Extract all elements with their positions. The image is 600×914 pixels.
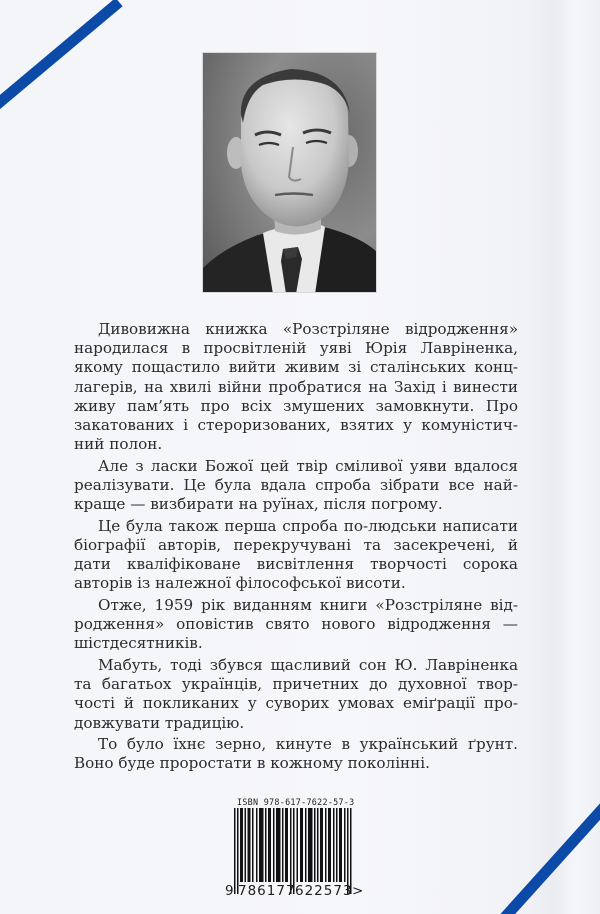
- isbn-barcode: [225, 797, 375, 907]
- blurb-paragraph-5: Мабуть, тоді збувся щасливий сон Ю. Лавріненка та багатьох українців, причетних до духовної творчості й покликаних у суворих умовах еміґрації продовжувати традицію.: [74, 656, 518, 732]
- blurb-paragraph-2: Але з ласки Божої цей твір сміливої уяви вдалося реалізувати. Це була вдала спроба зібрати все найкраще — визбирати на руїнах, після погрому.: [74, 456, 518, 514]
- back-cover-blurb: [74, 320, 518, 776]
- portrait-illustration: [203, 53, 377, 293]
- blurb-paragraph-1: Дивовижна книжка «Розстріляне відродження» народилася в просвітленій уяві Юрія Лавріненка, якому пощастило вийти живим зі сталінських концлагерів, на хвилі війни пробратися на Захід і винести живу пам’ять про всіх змушених замовкнути. Про закатованих і стероризованих, взятих у комуністичний полон.: [74, 320, 518, 454]
- blue-corner-ribbon-top-left: [0, 0, 123, 128]
- barcode-quiet-zone-arrow: >: [352, 883, 365, 899]
- barcode-digit-first: 9: [225, 883, 235, 899]
- blurb-paragraph-4: Отже, 1959 рік виданням книги «Розстріляне відродження» оповістив свято нового відродження — шістдесятників.: [74, 596, 518, 653]
- blue-corner-ribbon-bottom-right: [495, 779, 600, 914]
- blurb-paragraph-3: Це була також перша спроба по-людськи написати біографії авторів, перекручувані та засекречені, й дати кваліфіковане висвітлення творчості сорока авторів із належної філософської висоти.: [74, 516, 518, 593]
- barcode-digits-right: 622573: [295, 883, 353, 899]
- blurb-paragraph-6: То було їхнє зерно, кинуте в український ґрунт. Воно буде проростати в кожному поколінні.: [74, 735, 518, 773]
- barcode-bars-icon: [234, 808, 352, 894]
- isbn-label: ISBN 978-617-7622-57-3: [237, 797, 355, 807]
- author-portrait-photo: [202, 52, 377, 293]
- barcode-digits-left: 786177: [238, 883, 296, 899]
